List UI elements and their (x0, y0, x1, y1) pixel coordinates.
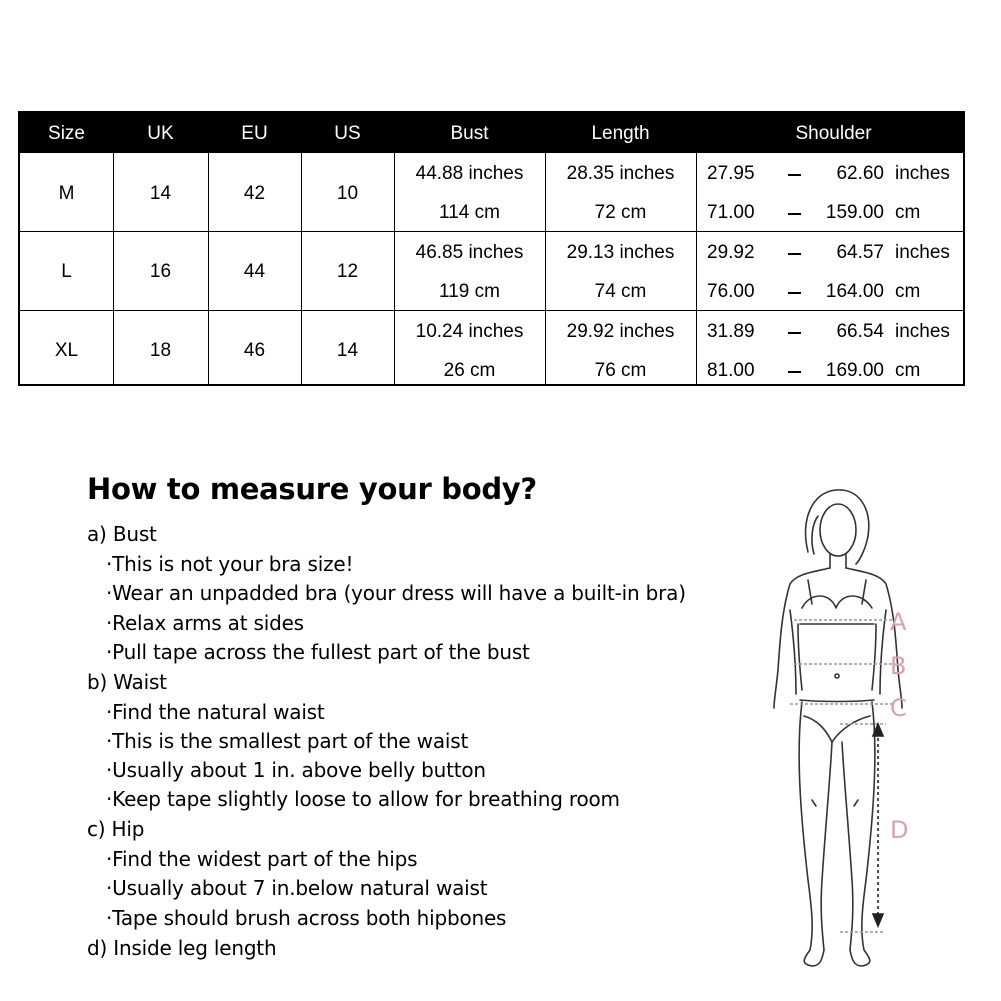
header-length: Length (591, 123, 650, 144)
list-item: ·Relax arms at sides (106, 611, 304, 635)
shoulder-cm-to: 169.00 (825, 360, 884, 381)
length-cm-cell: 76 cm (594, 360, 647, 381)
shoulder-inches-from: 29.92 (707, 242, 755, 263)
row-divider (20, 310, 963, 311)
table-header (20, 113, 963, 153)
list-item: ·Tape should brush across both hipbones (106, 906, 507, 930)
bust-inches-cell: 10.24 inches (415, 321, 524, 342)
marker-a: A (890, 608, 907, 636)
header-shoulder: Shoulder (795, 123, 872, 144)
shoulder-inches-from: 27.95 (707, 163, 755, 184)
guide-title: How to measure your body? (87, 472, 537, 506)
list-item: ·Keep tape slightly loose to allow for breathing room (106, 787, 620, 811)
eu-cell: 44 (243, 261, 266, 282)
shoulder-cm-unit: cm (895, 202, 921, 223)
length-cm-cell: 74 cm (594, 281, 647, 302)
marker-labels (890, 608, 908, 844)
size-cell: XL (54, 340, 79, 361)
list-item: ·This is the smallest part of the waist (106, 729, 469, 753)
size-cell: L (61, 261, 72, 282)
list-item: ·Pull tape across the fullest part of the bust (106, 640, 530, 664)
us-cell: 12 (336, 261, 359, 282)
section-heading-bust: a) Bust (87, 522, 157, 546)
shoulder-inches-to: 66.54 (836, 321, 884, 342)
section-heading-inside-leg: d) Inside leg length (87, 936, 277, 960)
bust-inches-cell: 44.88 inches (415, 163, 524, 184)
shoulder-cm-unit: cm (895, 281, 921, 302)
size-chart-table (18, 111, 965, 386)
shoulder-cm-from: 76.00 (707, 281, 755, 302)
header-size: Size (48, 123, 85, 144)
length-inches-cell: 28.35 inches (566, 163, 675, 184)
list-item: ·Usually about 1 in. above belly button (106, 758, 486, 782)
eu-cell: 42 (243, 183, 266, 204)
section-heading-waist: b) Waist (87, 670, 167, 694)
list-item: ·Find the natural waist (106, 700, 325, 724)
shoulder-inches-from: 31.89 (707, 321, 755, 342)
marker-c: C (890, 694, 907, 722)
list-item: ·Find the widest part of the hips (106, 847, 418, 871)
length-inches-cell: 29.13 inches (566, 242, 675, 263)
shoulder-inches-unit: inches (895, 163, 950, 184)
us-cell: 14 (336, 340, 359, 361)
shoulder-cm-from: 71.00 (707, 202, 755, 223)
column-divider (394, 153, 395, 386)
list-item: ·This is not your bra size! (106, 552, 354, 576)
length-cm-cell: 72 cm (594, 202, 647, 223)
uk-cell: 18 (149, 340, 172, 361)
uk-cell: 14 (149, 183, 172, 204)
shoulder-inches-to: 64.57 (836, 242, 884, 263)
length-inches-cell: 29.92 inches (566, 321, 675, 342)
row-divider (20, 231, 963, 232)
header-us: US (334, 123, 361, 144)
us-cell: 10 (336, 183, 359, 204)
column-divider (696, 153, 697, 386)
shoulder-cm-unit: cm (895, 360, 921, 381)
marker-b: B (890, 652, 907, 680)
eu-cell: 46 (243, 340, 266, 361)
bust-cm-cell: 114 cm (439, 202, 500, 223)
uk-cell: 16 (149, 261, 172, 282)
header-bust: Bust (450, 123, 489, 144)
shoulder-inches-unit: inches (895, 321, 950, 342)
list-item: ·Wear an unpadded bra (your dress will have a built-in bra) (106, 581, 686, 605)
shoulder-cm-to: 164.00 (825, 281, 884, 302)
shoulder-cm-to: 159.00 (825, 202, 884, 223)
shoulder-cm-from: 81.00 (707, 360, 755, 381)
shoulder-inches-to: 62.60 (836, 163, 884, 184)
header-eu: EU (241, 123, 268, 144)
size-cell: M (58, 183, 75, 204)
column-divider (545, 153, 546, 386)
shoulder-inches-unit: inches (895, 242, 950, 263)
header-uk: UK (147, 123, 174, 144)
bust-cm-cell: 26 cm (443, 360, 496, 381)
bust-inches-cell: 46.85 inches (415, 242, 524, 263)
section-heading-hip: c) Hip (87, 817, 145, 841)
body-outline (774, 490, 902, 966)
body-measurement-figure (760, 480, 960, 980)
bust-cm-cell: 119 cm (439, 281, 500, 302)
list-item: ·Usually about 7 in.below natural waist (106, 876, 488, 900)
marker-d: D (890, 816, 909, 844)
